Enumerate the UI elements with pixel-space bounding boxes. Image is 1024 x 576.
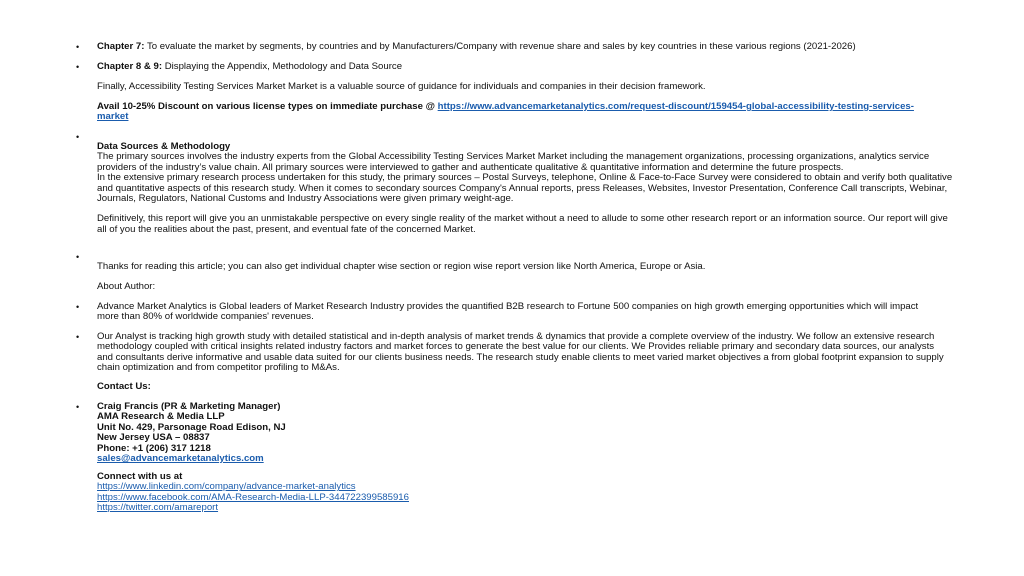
ama-global-paragraph: Advance Market Analytics is Global leaders of Market Research Industry provides the quantified B2B research to Fortune 500 companies on high growth emerging opportunities which will impact more than 80% of worldwide companies' revenues. [97,301,919,323]
contact-email-link[interactable]: sales@advancemarketanalytics.com [97,453,264,465]
twitter-link[interactable]: https://twitter.com/amareport [97,502,219,514]
data-sources-paragraph-2: In the extensive primary research process undertaken for this study, the primary sources – Postal Surveys, telephone, Online & Face-to-Face Survey were considered to obtain and verify both qualitative and quantitative aspects of this research study. When it comes to secondary sources Company's Annual reports, press Releases, Websites, Investor Presentation, Conference Call transcripts, Webinar, Journals, Regulators, National Customs and Industry Associations were given primary weight-age. [97,172,953,205]
chapter-7-label: Chapter 7: [97,41,145,52]
linkedin-link[interactable]: https://www.linkedin.com/company/advance-market-analytics [97,481,356,493]
finally-paragraph: Finally, Accessibility Testing Services Market Market is a valuable source of guidance for individuals and companies in their decision framework. [97,81,706,92]
data-sources-paragraph-1: The primary sources involves the industry experts from the Global Accessibility Testing Services Market Market including the management organizations, processing organizations, analytics service providers of the industry’s value chain. All primary sources were interviewed to gather and authenticate qualitative & quantitative information and determine the future prospects. [97,151,930,173]
data-sources-heading: Data Sources & Methodology [97,141,231,152]
contact-heading: Contact Us: [97,381,151,392]
contact-name: Craig Francis (PR & Marketing Manager) [97,401,281,412]
contact-address-line-1: Unit No. 429, Parsonage Road Edison, NJ [97,421,286,433]
our-analyst-paragraph: Our Analyst is tracking high growth study with detailed statistical and in-depth analysis of market trends & dynamics that provide a complete overview of the industry. We follow an extensive research methodology coupled with critical insights related industry factors and market forces to generate the best value for our clients. We Provides reliable primary and secondary data sources, our analysts and consultants derive informative and usable data suited for our clients business needs. The research study enable clients to meet varied market objectives a from global footprint expansion to supply chain optimization and from competitor profiling to M&As. [97,331,944,374]
chapter-7-text: To evaluate the market by segments, by countries and by Manufacturers/Company with revenue share and sales by key countries in these various regions (2021-2026) [144,41,856,52]
contact-phone: Phone: +1 (206) 317 1218 [97,442,211,454]
chapter-8-9-label: Chapter 8 & 9: [97,61,163,72]
about-author-label: About Author: [97,281,156,292]
contact-company: AMA Research & Media LLP [97,411,225,423]
chapter-8-9-paragraph [97,62,957,72]
contact-address-line-2: New Jersey USA – 08837 [97,432,210,444]
data-sources-paragraph-3: Definitively, this report will give you an unmistakable perspective on every single reality of the market without a need to allude to some other research report or an information source. Our report will give all of you the realities about the past, present, and eventual fate of the concerned Market. [97,213,948,235]
bullet: • [76,402,80,412]
bullet: • [76,302,80,312]
discount-paragraph [97,102,942,123]
connect-heading: Connect with us at [97,471,183,482]
bullet: • [76,42,80,52]
bullet: • [76,252,80,262]
chapter-7-paragraph [97,42,957,52]
chapter-8-9-text: Displaying the Appendix, Methodology and Data Source [162,61,403,72]
bullet: • [76,62,80,72]
discount-label: Avail 10-25% Discount on various license types on immediate purchase @ [97,101,438,112]
facebook-link[interactable]: https://www.facebook.com/AMA-Research-Media-LLP-344722399585916 [97,491,409,503]
connect-block [97,472,957,514]
bullet: • [76,332,80,342]
thanks-paragraph: Thanks for reading this article; you can also get individual chapter wise section or region wise report version like North America, Europe or Asia. [97,261,706,272]
discount-link[interactable]: https://www.advancemarketanalytics.com/request-discount/159454-global-accessibility-testing-services-market [97,101,914,123]
data-sources-section [97,142,957,235]
contact-block [97,402,957,464]
bullet: • [76,132,80,142]
